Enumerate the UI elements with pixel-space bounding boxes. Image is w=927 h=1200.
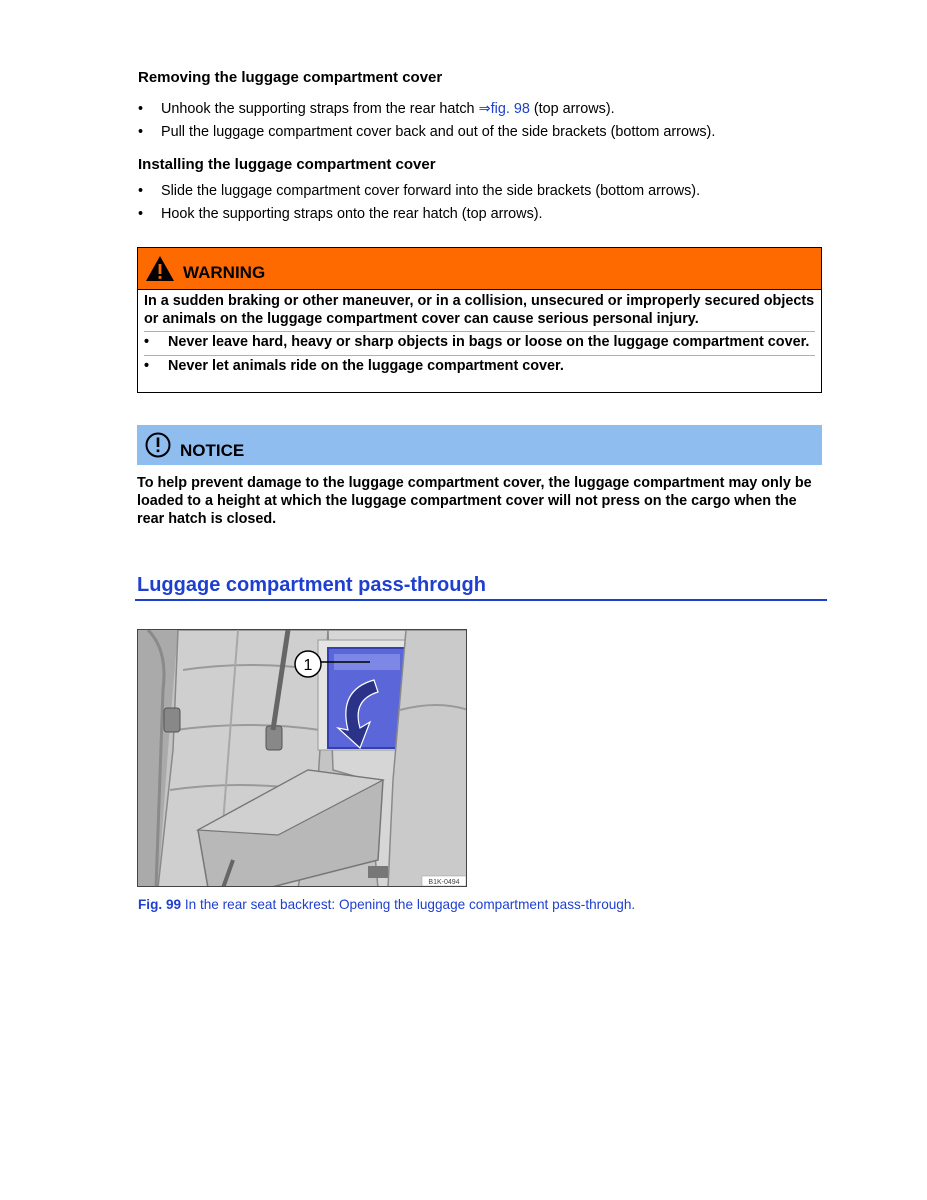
- figure-label: Fig. 99: [138, 897, 182, 912]
- list-item: • Hook the supporting straps onto the rear hatch (top arrows).: [138, 203, 838, 226]
- list-item: • Slide the luggage compartment cover forward into the side brackets (bottom arrows).: [138, 180, 838, 203]
- remove-heading: Removing the luggage compartment cover: [138, 69, 443, 86]
- install-steps: [138, 180, 838, 225]
- warning-intro: In a sudden braking or other maneuver, or in a collision, unsecured or improperly secured objects or animals on the luggage compartment cover can cause serious personal injury.: [144, 293, 815, 327]
- rear-seat-illustration: [138, 630, 467, 887]
- section-title: Luggage compartment pass-through: [137, 574, 486, 596]
- notice-title: NOTICE: [180, 441, 245, 460]
- figure-caption-text: In the rear seat backrest: Opening the luggage compartment pass-through.: [181, 897, 636, 912]
- figure-code: B1K-0494: [428, 879, 460, 886]
- list-item: • Pull the luggage compartment cover back and out of the side brackets (bottom arrows).: [138, 121, 838, 144]
- warning-item-1: • Never leave hard, heavy or sharp objects in bags or loose on the luggage compartment cover.: [138, 332, 821, 355]
- figure-rear-seat-image: [137, 629, 467, 887]
- notice-exclamation-icon: [144, 431, 172, 459]
- figure-caption: [138, 897, 635, 912]
- notice-header: [137, 425, 822, 465]
- warning-item-2: • Never let animals ride on the luggage compartment cover.: [138, 356, 821, 376]
- install-heading: Installing the luggage compartment cover: [138, 156, 436, 173]
- warning-box: [137, 247, 822, 393]
- remove-steps: [138, 98, 838, 143]
- callout-number: 1: [303, 657, 313, 674]
- step-text: Unhook the supporting straps from the rear hatch: [161, 101, 479, 117]
- step-text-after: (top arrows).: [529, 101, 615, 117]
- warning-title: WARNING: [183, 263, 266, 282]
- arrow-right-icon: ⇒: [478, 101, 491, 117]
- warning-triangle-icon: [144, 254, 176, 284]
- section-divider: [135, 599, 827, 601]
- list-item: [138, 98, 838, 121]
- warning-header: [138, 248, 821, 290]
- notice-text: To help prevent damage to the luggage compartment cover, the luggage compartment may only be loaded to a height at which the luggage compartment cover will not press on the cargo when the rear hatch is closed.: [137, 475, 812, 527]
- fig-98-link[interactable]: fig. 98: [490, 101, 530, 117]
